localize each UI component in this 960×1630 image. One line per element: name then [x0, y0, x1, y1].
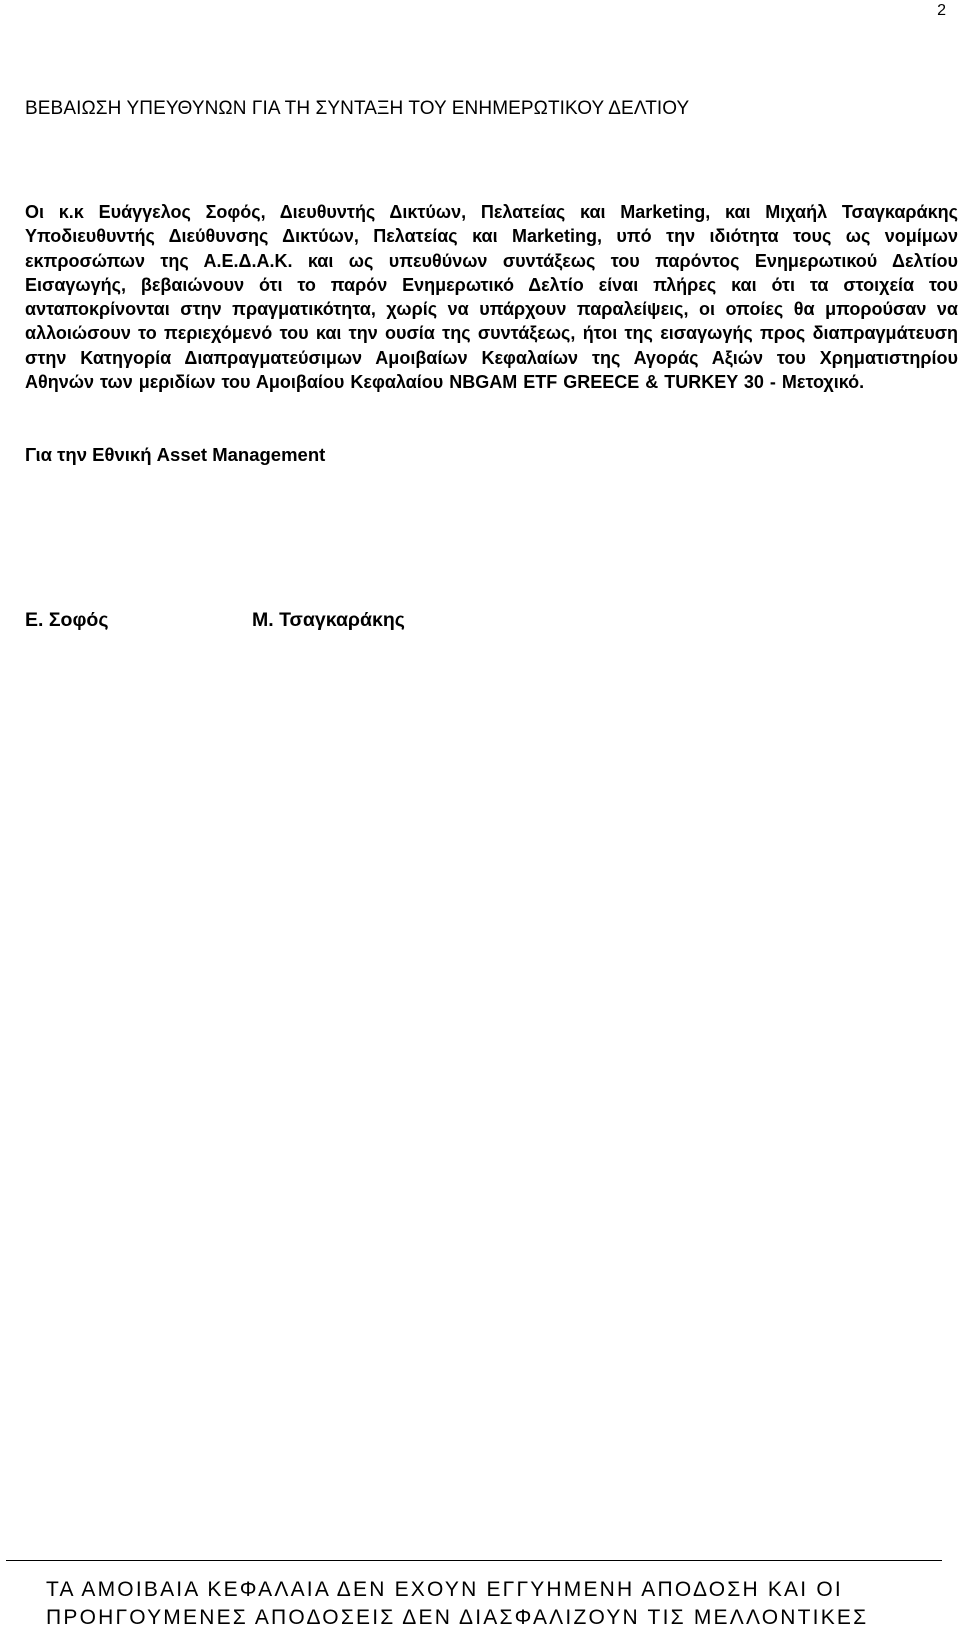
document-heading: ΒΕΒΑΙΩΣΗ ΥΠΕΥΘΥΝΩΝ ΓΙΑ ΤΗ ΣΥΝΤΑΞΗ ΤΟΥ ΕΝΗΜΕΡΩΤΙΚΟΥ ΔΕΛΤΙΟΥ — [25, 98, 690, 119]
signature-sofos: Ε. Σοφός — [25, 609, 109, 631]
signature-tsagkarakis: Μ. Τσαγκαράκης — [252, 609, 405, 631]
footer-divider — [6, 1560, 942, 1561]
organization-line: Για την Εθνική Asset Management — [25, 444, 326, 465]
page-number: 2 — [937, 2, 946, 19]
certification-paragraph: Οι κ.κ Ευάγγελος Σοφός, Διευθυντής Δικτύων, Πελατείας και Marketing, και Μιχαήλ Τσαγκαράκης Υποδιευθυντής Διεύθυνσης Δικτύων, Πελατείας και Marketing, υπό την ιδιότητα τους ως νομίμων εκπροσώπων της Α.Ε.Δ.Α.Κ. και ως υπευθύνων συντάξεως του παρόντος Ενημερωτικού Δελτίου Εισαγωγής, βεβαιώνουν ότι το παρόν Ενημερωτικό Δελτίο είναι πλήρες και ότι τα στοιχεία του ανταποκρίνονται στην πραγματικότητα, χωρίς να υπάρχουν παραλείψεις, οι οποίες θα μπορούσαν να αλλοιώσουν το περιεχόμενό του και την ουσία της συντάξεως, ήτοι της εισαγωγής προς διαπραγμάτευση στην Κατηγορία Διαπραγματεύσιμων Αμοιβαίων Κεφαλαίων της Αγοράς Αξιών του Χρηματιστηρίου Αθηνών των μεριδίων του Αμοιβαίου Κεφαλαίου NBGAM ETF GREECE & TURKEY 30 - Μετοχικό. — [25, 202, 958, 393]
footer-disclaimer-line-1: ΤΑ ΑΜΟΙΒΑΙΑ ΚΕΦΑΛΑΙΑ ΔΕΝ ΕΧΟΥΝ ΕΓΓΥΗΜΕΝΗ ΑΠΟΔΟΣΗ ΚΑΙ ΟΙ — [46, 1578, 843, 1601]
footer-disclaimer-line-2: ΠΡΟΗΓΟΥΜΕΝΕΣ ΑΠΟΔΟΣΕΙΣ ΔΕΝ ΔΙΑΣΦΑΛΙΖΟΥΝ ΤΙΣ ΜΕΛΛΟΝΤΙΚΕΣ — [46, 1606, 869, 1629]
